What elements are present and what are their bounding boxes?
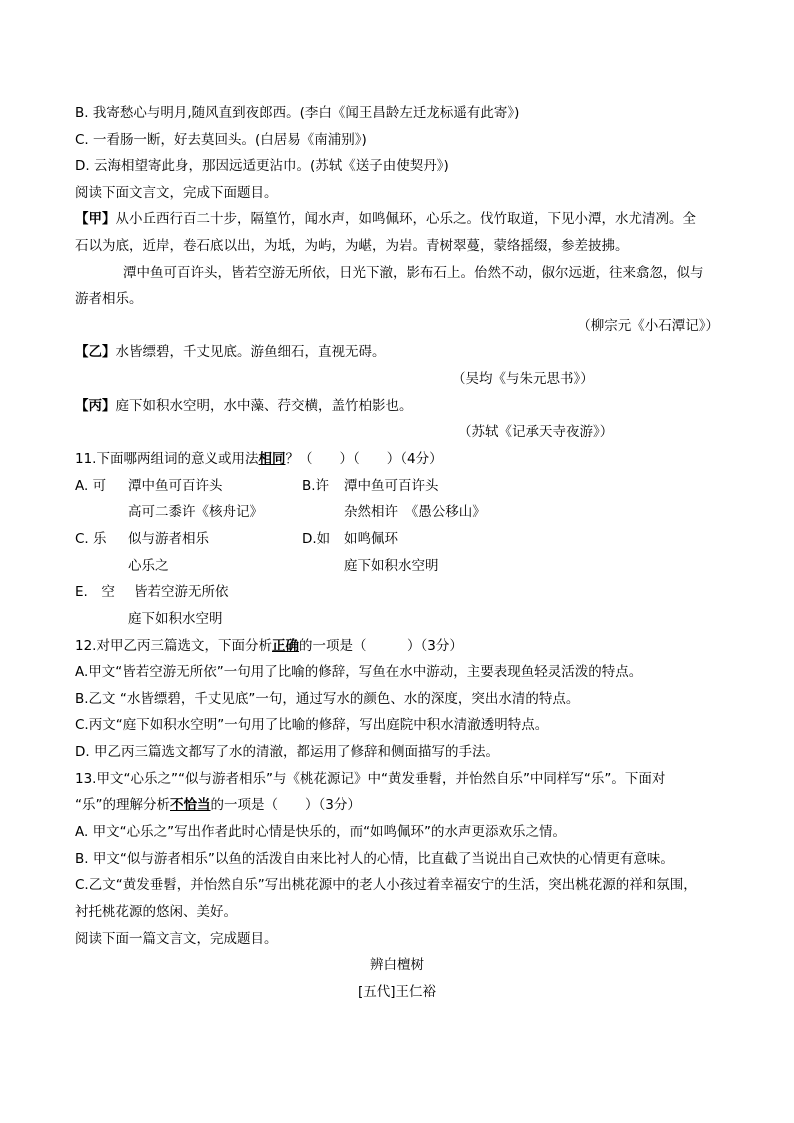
q11-emph: 相同 [258,451,286,467]
q11-d-label: D.如 [302,531,331,547]
q12-emph: 正确 [271,638,299,654]
q11-e-item1: 皆若空游无所依 [134,584,229,600]
q12-stem-post: 的一项是（ ）（3分） [298,638,463,654]
q13-option-b: B. 甲文“似与游者相乐”以鱼的活泼自由来比衬人的心情，比直截了当说出自己欢快的心情更有意味。 [75,851,674,867]
q12-option-d: D. 甲乙丙三篇选文都写了水的清澈，都运用了修辞和侧面描写的手法。 [75,744,499,760]
q11-stem-pre: 11.下面哪两组词的意义或用法 [75,451,259,467]
q12-option-c: C.丙文“庭下如积水空明”一句用了比喻的修辞，写出庭院中积水清澈透明特点。 [75,717,549,733]
q11-stem-post: ？（ ）（ ）（4分） [285,451,443,467]
passage-jia-text-1: 从小丘西行百二十步，隔篁竹，闻水声，如鸣佩环，心乐之。伐竹取道，下见小潭，水尤清冽。全 [115,211,696,227]
q11-a-item1: 潭中鱼可百许头 [128,478,223,494]
q11-c-item2: 心乐之 [128,558,169,574]
passage-author: [五代]王仁裕 [357,984,437,1000]
q13-stem-line-1: 13.甲文“心乐之”“似与游者相乐”与《桃花源记》中“黄发垂髫，并怡然自乐”中同样写“乐”。下面对 [75,771,666,787]
reading-instruction-2: 阅读下面一篇文言文，完成题目。 [75,931,278,947]
q11-stem [75,449,443,469]
q11-b-label: B.许 [302,478,330,494]
passage-jia-line-3: 潭中鱼可百许头，皆若空游无所依，日光下澈，影布石上。佁然不动，俶尔远逝，往来翕忽，似与 [123,265,704,281]
passage-bing-source: （苏轼《记承天寺夜游》） [458,424,614,440]
passage-yi-tag: 【乙】 [75,344,116,360]
q11-c-label: C. 乐 [75,531,107,547]
reading-instruction: 阅读下面文言文，完成下面题目。 [75,185,278,201]
q11-c-item1: 似与游者相乐 [128,531,209,547]
q12-stem [75,636,463,656]
passage-jia-line-4: 游者相乐。 [75,291,143,307]
q11-b-item2: 杂然相许 《愚公移山》 [344,504,486,520]
passage-jia-line-2: 石以为底，近岸，卷石底以出，为坻，为屿，为嵁，为岩。青树翠蔓，蒙络摇缀，参差披拂。 [75,238,629,254]
passage-title: 辨白檀树 [370,957,424,973]
q11-a-label: A. 可 [75,478,107,494]
option-d: D. 云海相望寄此身，那因远适更沾巾。(苏轼《送子由使契丹》) [75,158,449,174]
q11-b-item1: 潭中鱼可百许头 [344,478,439,494]
q13-stem-post: 的一项是（ ）（3分） [210,797,361,813]
passage-jia-line-1 [75,209,696,229]
passage-bing [75,396,413,416]
q11-d-item2: 庭下如积水空明 [344,558,439,574]
q13-option-c-line-1: C.乙文“黄发垂髫，并怡然自乐”写出桃花源中的老人小孩过着幸福安宁的生活，突出桃花源的祥和氛围， [75,877,697,893]
q11-e-label: E. 空 [75,584,115,600]
passage-yi-source: （吴均《与朱元思书》） [452,371,594,387]
passage-yi-text: 水皆缥碧，千丈见底。游鱼细石，直视无碍。 [115,344,386,360]
q13-option-c-line-2: 衬托桃花源的悠闲、美好。 [75,904,237,920]
q13-emph: 不恰当 [170,797,211,813]
passage-jia-tag: 【甲】 [75,211,116,227]
q11-a-item2: 高可二黍许《核舟记》 [128,504,263,520]
passage-jia-source: （柳宗元《小石潭记》） [577,318,719,334]
option-b: B. 我寄愁心与明月,随风直到夜郎西。(李白《闻王昌龄左迁龙标遥有此寄》) [75,105,520,121]
q11-d-item1: 如鸣佩环 [344,531,398,547]
q12-option-b: B.乙文 “水皆缥碧，千丈见底”一句，通过写水的颜色、水的深度，突出水清的特点。 [75,691,580,707]
q13-option-a: A. 甲文“心乐之”写出作者此时心情是快乐的，而“如鸣佩环”的水声更添欢乐之情。 [75,824,567,840]
option-c: C. 一看肠一断，好去莫回头。(白居易《南浦别》) [75,132,367,148]
q13-stem-pre: “乐”的理解分析 [75,797,170,813]
passage-bing-text: 庭下如积水空明，水中藻、荇交横，盖竹柏影也。 [115,398,413,414]
q12-stem-pre: 12.对甲乙丙三篇选文，下面分析 [75,638,272,654]
q11-e-item2: 庭下如积水空明 [128,611,223,627]
passage-yi [75,342,386,362]
q12-option-a: A.甲文“皆若空游无所依”一句用了比喻的修辞，写鱼在水中游动，主要表现鱼轻灵活泼的特点。 [75,664,643,680]
q13-stem-line-2 [75,795,361,815]
passage-bing-tag: 【丙】 [75,398,116,414]
